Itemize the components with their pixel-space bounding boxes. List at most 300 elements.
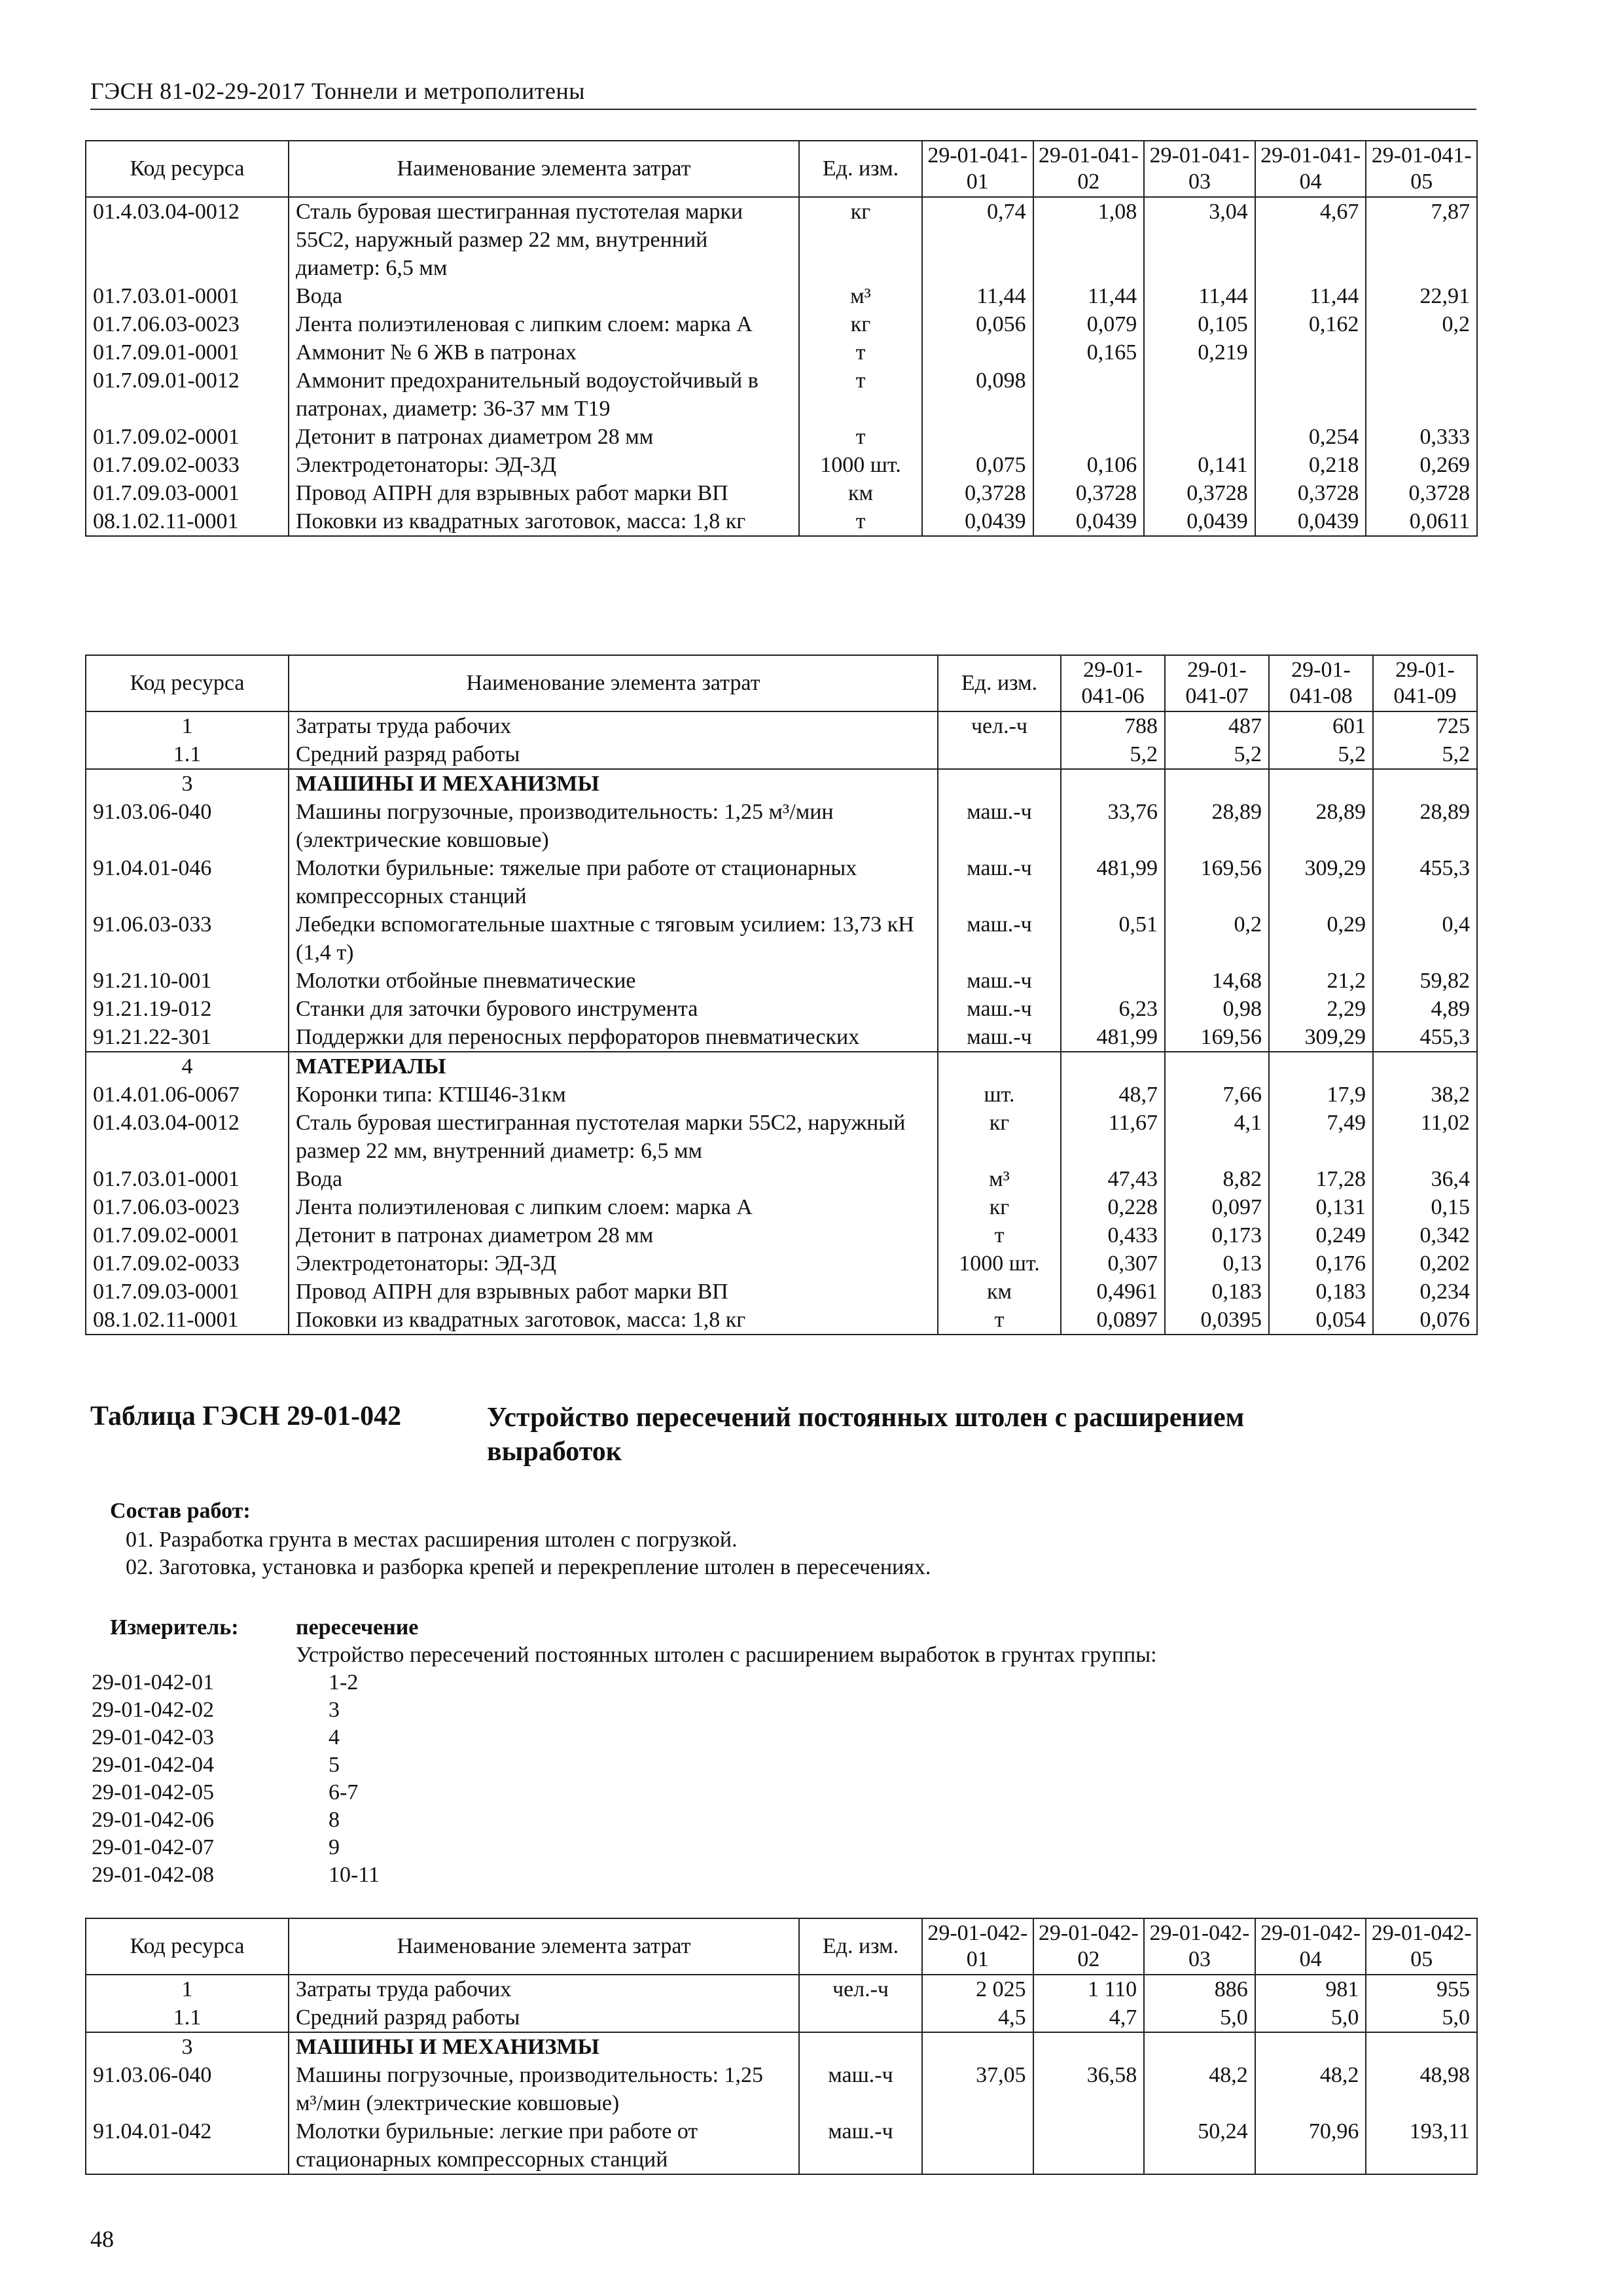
table-row: [86, 995, 1477, 1023]
resource-code: 91.06.03-033: [86, 910, 289, 967]
page-number: 48: [90, 2226, 114, 2252]
value-cell: 0,3728: [922, 479, 1033, 507]
table-row: [86, 282, 1477, 310]
value-cell: 0,098: [922, 367, 1033, 423]
column-header: 29-01-041-05: [1366, 141, 1477, 197]
column-header: 29-01-041-03: [1144, 141, 1255, 197]
work-item: 02. Заготовка, установка и разборка крепей и перекрепление штолен в пересечениях.: [126, 1555, 931, 1579]
resource-name: Провод АПРН для взрывных работ марки ВП: [289, 1278, 938, 1306]
resource-name: Детонит в патронах диаметром 28 мм: [289, 1221, 938, 1249]
value-cell: 0,0439: [922, 507, 1033, 536]
table-row: [86, 1306, 1477, 1335]
resource-code: 01.7.09.01-0012: [86, 367, 289, 423]
value-cell: 481,99: [1061, 854, 1165, 910]
value-cell: 0,183: [1269, 1278, 1373, 1306]
resource-table-041-06-09: [85, 655, 1478, 1335]
resource-table-041-01-05: [85, 140, 1478, 537]
unit-cell: маш.-ч: [938, 798, 1061, 854]
table-row: [86, 423, 1477, 451]
column-header: 29-01-041-02: [1033, 141, 1145, 197]
value-cell: 48,7: [1061, 1081, 1165, 1109]
value-cell: 0,0439: [1144, 507, 1255, 536]
resource-code: 91.03.06-040: [86, 2061, 289, 2117]
value-cell: [922, 423, 1033, 451]
value-cell: 601: [1269, 711, 1373, 740]
resource-code: 01.7.03.01-0001: [86, 282, 289, 310]
value-cell: 886: [1144, 1975, 1255, 2003]
value-cell: 0,269: [1366, 451, 1477, 479]
resource-code: 3: [86, 769, 289, 798]
unit-cell: маш.-ч: [938, 967, 1061, 995]
value-cell: 48,98: [1366, 2061, 1477, 2117]
resource-name: Детонит в патронах диаметром 28 мм: [289, 423, 799, 451]
norm-code: 29-01-042-01: [92, 1670, 214, 1695]
unit-cell: шт.: [938, 1081, 1061, 1109]
resource-name: Аммонит № 6 ЖВ в патронах: [289, 338, 799, 367]
value-cell: 4,89: [1373, 995, 1477, 1023]
resource-code: 01.7.09.02-0001: [86, 1221, 289, 1249]
value-cell: 5,0: [1144, 2003, 1255, 2032]
table-header-row: [86, 1918, 1477, 1975]
value-cell: 11,44: [1144, 282, 1255, 310]
resource-name: Провод АПРН для взрывных работ марки ВП: [289, 479, 799, 507]
unit-cell: кг: [799, 310, 922, 338]
value-cell: 0,097: [1165, 1193, 1269, 1221]
value-cell: 37,05: [922, 2061, 1033, 2117]
value-cell: 2 025: [922, 1975, 1033, 2003]
resource-code: 01.7.06.03-0023: [86, 1193, 289, 1221]
norm-code: 29-01-042-08: [92, 1863, 214, 1887]
value-cell: [1144, 423, 1255, 451]
resource-name: Станки для заточки бурового инструмента: [289, 995, 938, 1023]
table-row: [86, 740, 1477, 769]
table-row: [86, 338, 1477, 367]
value-cell: [1165, 769, 1269, 798]
value-cell: 0,249: [1269, 1221, 1373, 1249]
value-cell: 169,56: [1165, 854, 1269, 910]
unit-cell: т: [799, 367, 922, 423]
resource-table-042-01-05: [85, 1918, 1478, 2175]
resource-code: 01.7.09.02-0033: [86, 1249, 289, 1278]
column-header: 29-01-042-04: [1255, 1918, 1366, 1975]
column-header: Ед. изм.: [799, 1918, 922, 1975]
value-cell: 0,076: [1373, 1306, 1477, 1335]
norm-code: 29-01-042-06: [92, 1808, 214, 1832]
value-cell: 0,3728: [1366, 479, 1477, 507]
table-row: [86, 2061, 1477, 2117]
value-cell: 455,3: [1373, 854, 1477, 910]
value-cell: 0,218: [1255, 451, 1366, 479]
measure-value: пересечение: [296, 1615, 419, 1640]
unit-cell: т: [938, 1306, 1061, 1335]
resource-code: 91.04.01-042: [86, 2117, 289, 2174]
value-cell: 981: [1255, 1975, 1366, 2003]
value-cell: 455,3: [1373, 1023, 1477, 1052]
value-cell: [1061, 967, 1165, 995]
value-cell: 1 110: [1033, 1975, 1145, 2003]
value-cell: [1165, 1052, 1269, 1081]
resource-code: 08.1.02.11-0001: [86, 1306, 289, 1335]
value-cell: [1373, 769, 1477, 798]
unit-cell: м³: [938, 1165, 1061, 1193]
unit-cell: кг: [938, 1109, 1061, 1165]
work-composition-label: Состав работ:: [110, 1499, 251, 1523]
resource-name: Вода: [289, 1165, 938, 1193]
value-cell: 0,433: [1061, 1221, 1165, 1249]
resource-name: Затраты труда рабочих: [289, 711, 938, 740]
table-row: [86, 451, 1477, 479]
resource-code: 01.7.09.02-0001: [86, 423, 289, 451]
value-cell: 0,0395: [1165, 1306, 1269, 1335]
value-cell: 725: [1373, 711, 1477, 740]
table-row: [86, 798, 1477, 854]
value-cell: 0,054: [1269, 1306, 1373, 1335]
value-cell: 0,342: [1373, 1221, 1477, 1249]
table-row: [86, 479, 1477, 507]
resource-code: 01.4.01.06-0067: [86, 1081, 289, 1109]
unit-cell: [799, 2003, 922, 2032]
value-cell: 0,4: [1373, 910, 1477, 967]
value-cell: 0,106: [1033, 451, 1145, 479]
value-cell: 955: [1366, 1975, 1477, 2003]
unit-cell: [938, 769, 1061, 798]
resource-code: 08.1.02.11-0001: [86, 507, 289, 536]
value-cell: [1269, 769, 1373, 798]
unit-cell: маш.-ч: [799, 2061, 922, 2117]
value-cell: 0,13: [1165, 1249, 1269, 1278]
unit-cell: т: [799, 338, 922, 367]
value-cell: 0,056: [922, 310, 1033, 338]
unit-cell: 1000 шт.: [799, 451, 922, 479]
value-cell: 28,89: [1373, 798, 1477, 854]
value-cell: 4,1: [1165, 1109, 1269, 1165]
norm-code-row: [92, 1670, 359, 1695]
table-row: [86, 2117, 1477, 2174]
value-cell: 0,0439: [1255, 507, 1366, 536]
value-cell: 0,202: [1373, 1249, 1477, 1278]
resource-name: Поддержки для переносных перфораторов пневматических: [289, 1023, 938, 1052]
column-header: 29-01-042-03: [1144, 1918, 1255, 1975]
table-label: Таблица ГЭСН 29-01-042: [90, 1401, 402, 1431]
norm-code-row: [92, 1863, 380, 1888]
value-cell: 0,29: [1269, 910, 1373, 967]
resource-code: 91.21.22-301: [86, 1023, 289, 1052]
resource-code: 4: [86, 1052, 289, 1081]
norm-code: 29-01-042-02: [92, 1698, 214, 1722]
value-cell: 33,76: [1061, 798, 1165, 854]
unit-cell: км: [799, 479, 922, 507]
unit-cell: т: [799, 423, 922, 451]
unit-cell: маш.-ч: [938, 910, 1061, 967]
value-cell: 70,96: [1255, 2117, 1366, 2174]
value-cell: 0,219: [1144, 338, 1255, 367]
resource-name: Лента полиэтиленовая с липким слоем: марка А: [289, 1193, 938, 1221]
resource-code: 1.1: [86, 740, 289, 769]
resource-code: 01.7.09.01-0001: [86, 338, 289, 367]
unit-cell: м³: [799, 282, 922, 310]
value-cell: [1366, 338, 1477, 367]
table-row: [86, 1193, 1477, 1221]
resource-name: Молотки отбойные пневматические: [289, 967, 938, 995]
unit-cell: [938, 1052, 1061, 1081]
resource-name: Средний разряд работы: [289, 740, 938, 769]
resource-name: Лента полиэтиленовая с липким слоем: марка А: [289, 310, 799, 338]
value-cell: [1061, 769, 1165, 798]
resource-name: Молотки бурильные: легкие при работе от стационарных компрессорных станций: [289, 2117, 799, 2174]
value-cell: 7,66: [1165, 1081, 1269, 1109]
column-header: Наименование элемента затрат: [289, 1918, 799, 1975]
resource-name: Коронки типа: КТШ46-31км: [289, 1081, 938, 1109]
value-cell: [1033, 423, 1145, 451]
column-header: 29-01-041-07: [1165, 655, 1269, 711]
value-cell: [1033, 2117, 1145, 2174]
table-row: [86, 2032, 1477, 2061]
resource-name: Сталь буровая шестигранная пустотелая марки 55С2, наружный размер 22 мм, внутренний диаметр: 6,5 мм: [289, 1109, 938, 1165]
value-cell: [1366, 367, 1477, 423]
value-cell: [922, 2117, 1033, 2174]
resource-name: Сталь буровая шестигранная пустотелая марки 55С2, наружный размер 22 мм, внутренний диаметр: 6,5 мм: [289, 197, 799, 282]
value-cell: 5,2: [1061, 740, 1165, 769]
value-cell: [1269, 1052, 1373, 1081]
table-row: [86, 197, 1477, 282]
value-cell: [1033, 367, 1145, 423]
resource-name: Молотки бурильные: тяжелые при работе от стационарных компрессорных станций: [289, 854, 938, 910]
table-row: [86, 1278, 1477, 1306]
value-cell: 4,5: [922, 2003, 1033, 2032]
column-header: 29-01-041-08: [1269, 655, 1373, 711]
unit-cell: маш.-ч: [938, 1023, 1061, 1052]
value-cell: 11,44: [1033, 282, 1145, 310]
value-cell: 0,079: [1033, 310, 1145, 338]
value-cell: 4,67: [1255, 197, 1366, 282]
value-cell: 5,0: [1255, 2003, 1366, 2032]
norm-code-row: [92, 1835, 340, 1860]
resource-name: Машины погрузочные, производительность: 1,25 м³/мин (электрические ковшовые): [289, 798, 938, 854]
value-cell: 0,0897: [1061, 1306, 1165, 1335]
measure-description: Устройство пересечений постоянных штолен с расширением выработок в грунтах группы:: [296, 1643, 1157, 1667]
column-header: 29-01-041-06: [1061, 655, 1165, 711]
value-cell: 0,4961: [1061, 1278, 1165, 1306]
value-cell: 38,2: [1373, 1081, 1477, 1109]
value-cell: [1144, 367, 1255, 423]
value-cell: 2,29: [1269, 995, 1373, 1023]
value-cell: 0,075: [922, 451, 1033, 479]
norm-code-row: [92, 1725, 340, 1750]
value-cell: 5,0: [1366, 2003, 1477, 2032]
table-row: [86, 854, 1477, 910]
column-header: Код ресурса: [86, 1918, 289, 1975]
resource-code: 91.03.06-040: [86, 798, 289, 854]
soil-group: 4: [329, 1725, 340, 1749]
resource-code: 01.7.06.03-0023: [86, 310, 289, 338]
resource-code: 1.1: [86, 2003, 289, 2032]
value-cell: 487: [1165, 711, 1269, 740]
resource-name: Машины погрузочные, производительность: 1,25 м³/мин (электрические ковшовые): [289, 2061, 799, 2117]
table-row: [86, 1109, 1477, 1165]
value-cell: 0,3728: [1144, 479, 1255, 507]
value-cell: [1061, 1052, 1165, 1081]
value-cell: 5,2: [1269, 740, 1373, 769]
value-cell: 0,3728: [1255, 479, 1366, 507]
resource-code: 1: [86, 711, 289, 740]
unit-cell: маш.-ч: [938, 854, 1061, 910]
soil-group: 5: [329, 1753, 340, 1777]
value-cell: 0,234: [1373, 1278, 1477, 1306]
unit-cell: т: [938, 1221, 1061, 1249]
resource-name: Поковки из квадратных заготовок, масса: 1,8 кг: [289, 1306, 938, 1335]
value-cell: [922, 338, 1033, 367]
column-header: Ед. изм.: [938, 655, 1061, 711]
value-cell: [1144, 2032, 1255, 2061]
norm-code-row: [92, 1780, 359, 1805]
value-cell: 0,183: [1165, 1278, 1269, 1306]
value-cell: 36,4: [1373, 1165, 1477, 1193]
value-cell: 50,24: [1144, 2117, 1255, 2174]
unit-cell: чел.-ч: [938, 711, 1061, 740]
resource-name: МАШИНЫ И МЕХАНИЗМЫ: [289, 2032, 799, 2061]
table-row: [86, 769, 1477, 798]
soil-group: 10-11: [329, 1863, 380, 1887]
value-cell: 0,0439: [1033, 507, 1145, 536]
value-cell: 481,99: [1061, 1023, 1165, 1052]
norm-code: 29-01-042-03: [92, 1725, 214, 1749]
value-cell: 0,15: [1373, 1193, 1477, 1221]
value-cell: 14,68: [1165, 967, 1269, 995]
table-row: [86, 1249, 1477, 1278]
value-cell: 0,307: [1061, 1249, 1165, 1278]
column-header: 29-01-042-01: [922, 1918, 1033, 1975]
value-cell: 11,67: [1061, 1109, 1165, 1165]
soil-group: 8: [329, 1808, 340, 1832]
value-cell: 36,58: [1033, 2061, 1145, 2117]
value-cell: 0,2: [1165, 910, 1269, 967]
value-cell: 788: [1061, 711, 1165, 740]
resource-name: Затраты труда рабочих: [289, 1975, 799, 2003]
unit-cell: [799, 2032, 922, 2061]
value-cell: [1255, 367, 1366, 423]
table-row: [86, 507, 1477, 536]
soil-group: 6-7: [329, 1780, 359, 1804]
value-cell: 0,0611: [1366, 507, 1477, 536]
value-cell: 47,43: [1061, 1165, 1165, 1193]
table-row: [86, 1081, 1477, 1109]
resource-name: Вода: [289, 282, 799, 310]
soil-group: 3: [329, 1698, 340, 1722]
resource-code: 91.21.19-012: [86, 995, 289, 1023]
table-title: Устройство пересечений постоянных штолен с расширением выработок: [487, 1403, 1245, 1467]
header-divider: [90, 109, 1476, 110]
value-cell: 17,9: [1269, 1081, 1373, 1109]
table-header-row: [86, 141, 1477, 197]
value-cell: 5,2: [1373, 740, 1477, 769]
measure-label: Измеритель:: [110, 1615, 239, 1640]
norm-code: 29-01-042-05: [92, 1780, 214, 1804]
unit-cell: чел.-ч: [799, 1975, 922, 2003]
value-cell: 0,228: [1061, 1193, 1165, 1221]
column-header: Наименование элемента затрат: [289, 655, 938, 711]
value-cell: 309,29: [1269, 854, 1373, 910]
value-cell: 169,56: [1165, 1023, 1269, 1052]
table-row: [86, 1052, 1477, 1081]
work-item: 01. Разработка грунта в местах расширения штолен с погрузкой.: [126, 1528, 738, 1552]
table-row: [86, 1975, 1477, 2003]
resource-code: 01.4.03.04-0012: [86, 197, 289, 282]
value-cell: 0,254: [1255, 423, 1366, 451]
resource-code: 91.04.01-046: [86, 854, 289, 910]
value-cell: 0,105: [1144, 310, 1255, 338]
resource-name: МАШИНЫ И МЕХАНИЗМЫ: [289, 769, 938, 798]
resource-code: 01.4.03.04-0012: [86, 1109, 289, 1165]
column-header: Ед. изм.: [799, 141, 922, 197]
resource-code: 01.7.09.02-0033: [86, 451, 289, 479]
value-cell: 8,82: [1165, 1165, 1269, 1193]
unit-cell: км: [938, 1278, 1061, 1306]
value-cell: [922, 2032, 1033, 2061]
value-cell: [1366, 2032, 1477, 2061]
value-cell: 0,51: [1061, 910, 1165, 967]
value-cell: 11,02: [1373, 1109, 1477, 1165]
value-cell: 0,3728: [1033, 479, 1145, 507]
value-cell: 48,2: [1144, 2061, 1255, 2117]
value-cell: [1255, 338, 1366, 367]
column-header: 29-01-042-05: [1366, 1918, 1477, 1975]
value-cell: 0,333: [1366, 423, 1477, 451]
value-cell: 0,162: [1255, 310, 1366, 338]
value-cell: 0,165: [1033, 338, 1145, 367]
norm-code: 29-01-042-04: [92, 1753, 214, 1777]
column-header: 29-01-041-01: [922, 141, 1033, 197]
value-cell: 0,173: [1165, 1221, 1269, 1249]
norm-code-row: [92, 1753, 340, 1778]
value-cell: 7,49: [1269, 1109, 1373, 1165]
value-cell: 1,08: [1033, 197, 1145, 282]
resource-code: 91.21.10-001: [86, 967, 289, 995]
value-cell: 0,2: [1366, 310, 1477, 338]
table-row: [86, 1023, 1477, 1052]
resource-name: МАТЕРИАЛЫ: [289, 1052, 938, 1081]
running-header: ГЭСН 81-02-29-2017 Тоннели и метрополитены: [90, 78, 585, 104]
unit-cell: маш.-ч: [938, 995, 1061, 1023]
resource-name: Электродетонаторы: ЭД-3Д: [289, 1249, 938, 1278]
resource-code: 01.7.03.01-0001: [86, 1165, 289, 1193]
value-cell: 28,89: [1269, 798, 1373, 854]
value-cell: 0,74: [922, 197, 1033, 282]
value-cell: 0,141: [1144, 451, 1255, 479]
table-row: [86, 711, 1477, 740]
norm-code-row: [92, 1698, 340, 1723]
value-cell: 28,89: [1165, 798, 1269, 854]
value-cell: 48,2: [1255, 2061, 1366, 2117]
norm-code: 29-01-042-07: [92, 1835, 214, 1859]
resource-name: Электродетонаторы: ЭД-3Д: [289, 451, 799, 479]
table-row: [86, 2003, 1477, 2032]
column-header: 29-01-041-04: [1255, 141, 1366, 197]
soil-group: 1-2: [329, 1670, 359, 1695]
resource-code: 3: [86, 2032, 289, 2061]
table-row: [86, 967, 1477, 995]
column-header: Наименование элемента затрат: [289, 141, 799, 197]
value-cell: [1255, 2032, 1366, 2061]
unit-cell: кг: [799, 197, 922, 282]
table-row: [86, 310, 1477, 338]
table-row: [86, 910, 1477, 967]
value-cell: 21,2: [1269, 967, 1373, 995]
column-header: Код ресурса: [86, 655, 289, 711]
resource-name: Средний разряд работы: [289, 2003, 799, 2032]
value-cell: 11,44: [1255, 282, 1366, 310]
value-cell: 3,04: [1144, 197, 1255, 282]
value-cell: 309,29: [1269, 1023, 1373, 1052]
